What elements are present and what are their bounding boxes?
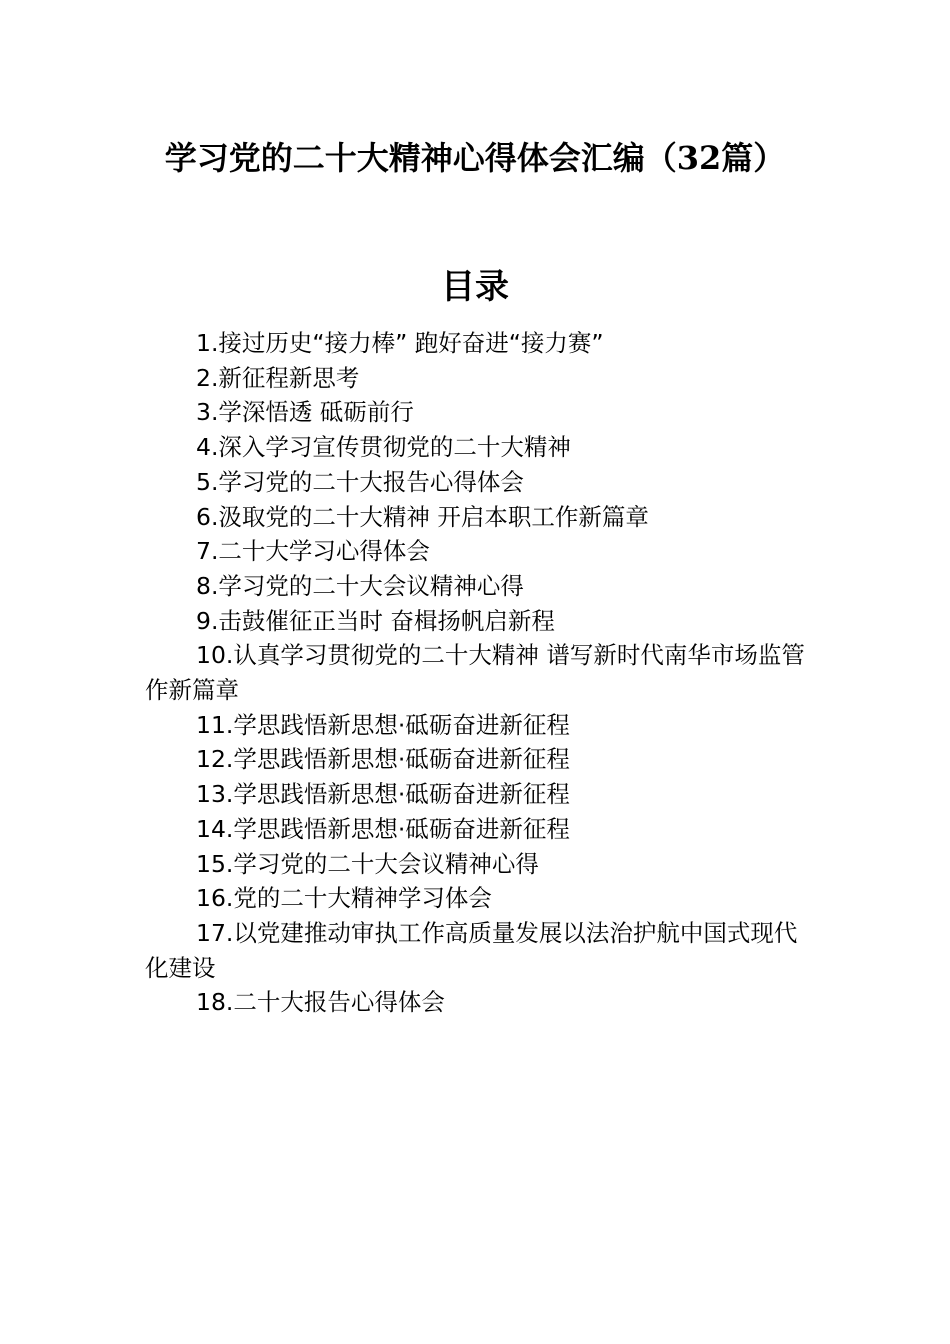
document-title: 学习党的二十大精神心得体会汇编（32篇） bbox=[164, 139, 786, 177]
toc-item[interactable]: 1.接过历史“接力棒” 跑好奋进“接力赛” bbox=[196, 329, 604, 357]
toc-item[interactable]: 12.学思践悟新思想·砥砺奋进新征程 bbox=[196, 745, 570, 774]
toc-item[interactable]: 17.以党建推动审执工作高质量发展以法治护航中国式现代化建设 bbox=[145, 918, 798, 982]
toc-item[interactable]: 4.深入学习宣传贯彻党的二十大精神 bbox=[196, 433, 571, 462]
toc-item[interactable]: 6.汲取党的二十大精神 开启本职工作新篇章 bbox=[196, 502, 649, 531]
table-of-contents bbox=[145, 326, 807, 1020]
toc-item[interactable]: 13.学思践悟新思想·砥砺奋进新征程 bbox=[196, 780, 570, 809]
toc-item[interactable]: 5.学习党的二十大报告心得体会 bbox=[196, 467, 524, 496]
toc-item[interactable]: 10.认真学习贯彻党的二十大精神 谱写新时代南华市场监管作新篇章 bbox=[145, 641, 805, 705]
toc-item[interactable]: 15.学习党的二十大会议精神心得 bbox=[196, 849, 539, 878]
toc-item[interactable]: 11.学思践悟新思想·砥砺奋进新征程 bbox=[196, 710, 570, 739]
toc-item[interactable]: 8.学习党的二十大会议精神心得 bbox=[196, 571, 524, 600]
toc-item[interactable]: 2.新征程新思考 bbox=[196, 363, 360, 392]
toc-item[interactable]: 9.击鼓催征正当时 奋楫扬帆启新程 bbox=[196, 606, 555, 635]
toc-heading: 目录 bbox=[441, 267, 509, 307]
toc-item[interactable]: 3.学深悟透 砥砺前行 bbox=[196, 398, 414, 427]
toc-item[interactable]: 18.二十大报告心得体会 bbox=[196, 988, 445, 1017]
toc-item[interactable]: 7.二十大学习心得体会 bbox=[196, 537, 430, 566]
toc-item[interactable]: 14.学思践悟新思想·砥砺奋进新征程 bbox=[196, 814, 570, 843]
toc-item[interactable]: 16.党的二十大精神学习体会 bbox=[196, 884, 492, 913]
